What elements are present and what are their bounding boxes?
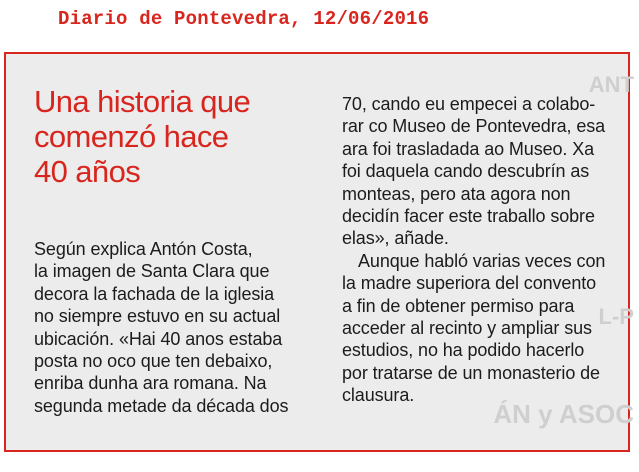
body-line: no siempre estuvo en su actual xyxy=(34,306,281,327)
bleed-through-text-top: ANT xyxy=(588,72,634,97)
body-line: Aunque habló varias veces con xyxy=(358,250,606,271)
body-line: 70, cando eu empecei a colabo- xyxy=(342,94,596,114)
body-line: elas», añade. xyxy=(342,228,449,249)
body-line: posta no oco que ten debaixo, xyxy=(34,351,273,372)
body-line: la imagen de Santa Clara que xyxy=(34,261,270,282)
body-line: acceder al recinto y ampliar sus xyxy=(342,318,592,339)
body-line: foi daquela cando descubrín as xyxy=(342,161,590,182)
body-line: enriba dunha ara romana. Na xyxy=(34,373,267,394)
body-line: a fin de obtener permiso para xyxy=(342,295,575,316)
body-line: estudios, no ha podido hacerlo xyxy=(342,340,585,361)
headline-line: comenzó hace xyxy=(34,119,229,154)
body-line: Según explica Antón Costa, xyxy=(34,239,253,259)
body-line: segunda metade da década dos xyxy=(34,395,289,416)
headline-line: Una historia que xyxy=(34,84,251,119)
body-line: por tratarse de un monasterio de xyxy=(342,362,600,383)
body-line: ubicación. «Hai 40 anos estaba xyxy=(34,328,283,349)
body-line: rar co Museo de Pontevedra, esa xyxy=(342,116,606,137)
body-line: decora la fachada de la iglesia xyxy=(34,283,275,304)
body-line: monteas, pero ata agora non xyxy=(342,183,571,204)
body-line: decidín facer este traballo sobre xyxy=(342,206,595,227)
headline-line: 40 años xyxy=(34,154,141,189)
article-body-right-column xyxy=(342,93,605,407)
article-body-left-column xyxy=(34,238,288,417)
newspaper-clipping xyxy=(4,52,634,452)
bleed-through-text-bottom: ÁN y ASOC xyxy=(493,399,634,429)
body-line: ara foi trasladada ao Museo. Xa xyxy=(342,138,595,159)
source-date-caption: Diario de Pontevedra, 12/06/2016 xyxy=(58,8,430,30)
article-headline xyxy=(34,84,314,189)
body-line: la madre superiora del convento xyxy=(342,273,597,294)
bleed-through-text-middle: L-P xyxy=(598,304,634,329)
body-line: clausura. xyxy=(342,385,415,406)
